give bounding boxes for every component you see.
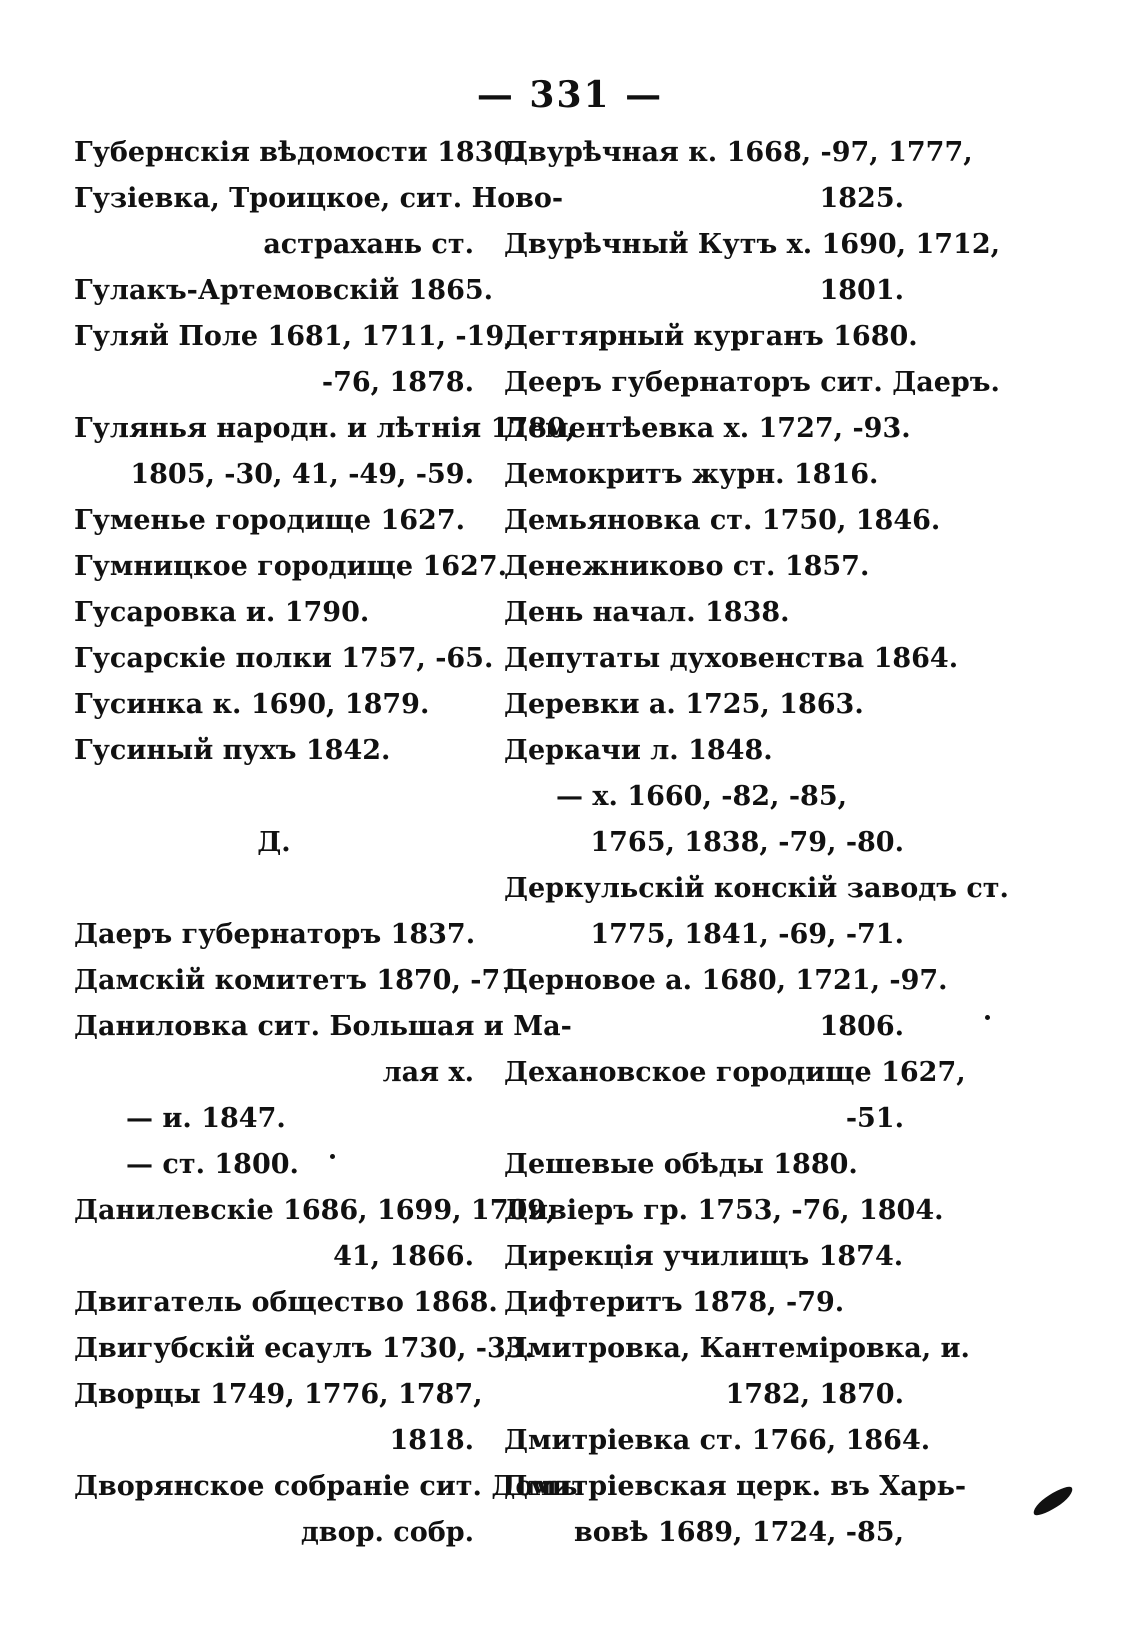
index-entry-line: -76, 1878. [321, 367, 474, 398]
index-entry-line: Двигатель общество 1868. [74, 1287, 498, 1318]
index-entry-line: Демьяновка ст. 1750, 1846. [504, 505, 941, 536]
index-entry-line: Гусинка к. 1690, 1879. [74, 689, 430, 720]
index-entry-line: -51. [845, 1103, 904, 1134]
index-entry-line: Дехановское городище 1627, [504, 1057, 966, 1088]
index-entry-line: Даеръ губернаторъ 1837. [74, 919, 476, 950]
index-entry-line: Двурѣчная к. 1668, -97, 1777, [504, 137, 973, 168]
index-entry-line: двор. собр. [300, 1517, 474, 1548]
index-entry-line: Деркульскій конскій заводъ ст. [504, 873, 1009, 904]
index-entry-line: Губернскія вѣдомости 1830. [74, 137, 522, 168]
index-entry-line: Дешевые обѣды 1880. [504, 1149, 858, 1180]
index-entry-line: — ст. 1800. [126, 1149, 299, 1180]
index-entry-line: Дворянское собраніе сит. Домъ [74, 1471, 578, 1502]
ink-blot [1030, 1483, 1076, 1519]
index-entry-line: 1775, 1841, -69, -71. [590, 919, 904, 950]
index-entry-line: Гулакъ-Артемовскій 1865. [74, 275, 494, 306]
ink-speck [985, 1015, 990, 1020]
index-entry-line: Дамскій комитетъ 1870, -71. [74, 965, 529, 996]
index-entry-line: Дерновое а. 1680, 1721, -97. [504, 965, 948, 996]
index-entry-line: Дворцы 1749, 1776, 1787, [74, 1379, 483, 1410]
index-entry-line: 1825. [819, 183, 904, 214]
index-entry-line: вовѣ 1689, 1724, -85, [574, 1517, 904, 1548]
index-entry-line: Дифтеритъ 1878, -79. [504, 1287, 845, 1318]
index-entry-line: 1765, 1838, -79, -80. [590, 827, 904, 858]
index-entry-line [74, 774, 474, 820]
index-entry-line: 1805, -30, 41, -49, -59. [130, 459, 474, 490]
index-entry-line: Гуляй Поле 1681, 1711, -19, [74, 321, 514, 352]
index-entry-line: 1782, 1870. [725, 1379, 904, 1410]
index-entry-line: Даниловка сит. Большая и Ма- [74, 1011, 572, 1042]
index-entry-line: Гузіевка, Троицкое, сит. Ново- [74, 183, 564, 214]
index-entry-line: Данилевскіе 1686, 1699, 1709, [74, 1195, 556, 1226]
index-entry-line: 1818. [389, 1425, 474, 1456]
index-entry-line: Гулянья народн. и лѣтнія 1780, [74, 413, 576, 444]
index-entry-line: День начал. 1838. [504, 597, 790, 628]
index-entry-line: Деeръ губернаторъ сит. Даеръ. [504, 367, 1000, 398]
index-entry-line: Двигубскій есаулъ 1730, -33. [74, 1333, 534, 1364]
left-column [74, 130, 578, 1556]
index-entry-line: Гумницкое городище 1627. [74, 551, 508, 582]
page-number: — 331 — [476, 74, 664, 116]
index-entry-line: Гуменье городище 1627. [74, 505, 466, 536]
index-entry-line: Дементѣевка х. 1727, -93. [504, 413, 911, 444]
index-entry-line: Деревки а. 1725, 1863. [504, 689, 864, 720]
index-entry-line: Дегтярный курганъ 1680. [504, 321, 918, 352]
index-entry-line: Депутаты духовенства 1864. [504, 643, 959, 674]
index-entry-line: Денежниково ст. 1857. [504, 551, 870, 582]
index-entry-line: Дирекція училищъ 1874. [504, 1241, 904, 1272]
index-entry-line: астрахань ст. [263, 229, 474, 260]
index-entry-line: Гусаровка и. 1790. [74, 597, 370, 628]
index-entry-line: лая х. [382, 1057, 474, 1088]
right-column [504, 130, 1009, 1556]
index-entry-line: Дмитровка, Кантеміровка, и. [504, 1333, 970, 1364]
index-entry-line: 41, 1866. [333, 1241, 474, 1272]
index-entry-line: — и. 1847. [126, 1103, 286, 1134]
index-entry-line: Гусарскіе полки 1757, -65. [74, 643, 494, 674]
ink-speck [330, 1154, 335, 1159]
index-entry-line: Гусиный пухъ 1842. [74, 735, 391, 766]
index-entry-line: 1801. [819, 275, 904, 306]
index-entry-line: — х. 1660, -82, -85, [556, 781, 848, 812]
index-entry-line: Демокритъ журн. 1816. [504, 459, 879, 490]
index-entry-line: Дивіеръ гр. 1753, -76, 1804. [504, 1195, 944, 1226]
index-entry-line: 1806. [819, 1011, 904, 1042]
index-entry-line: Дмитріевская церк. въ Харь- [504, 1471, 967, 1502]
index-entry-line: Двурѣчный Кутъ х. 1690, 1712, [504, 229, 1001, 260]
index-entry-line: Деркачи л. 1848. [504, 735, 773, 766]
section-letter: Д. [257, 827, 291, 858]
index-entry-line: Дмитріевка ст. 1766, 1864. [504, 1425, 931, 1456]
index-entry-line [74, 866, 474, 912]
